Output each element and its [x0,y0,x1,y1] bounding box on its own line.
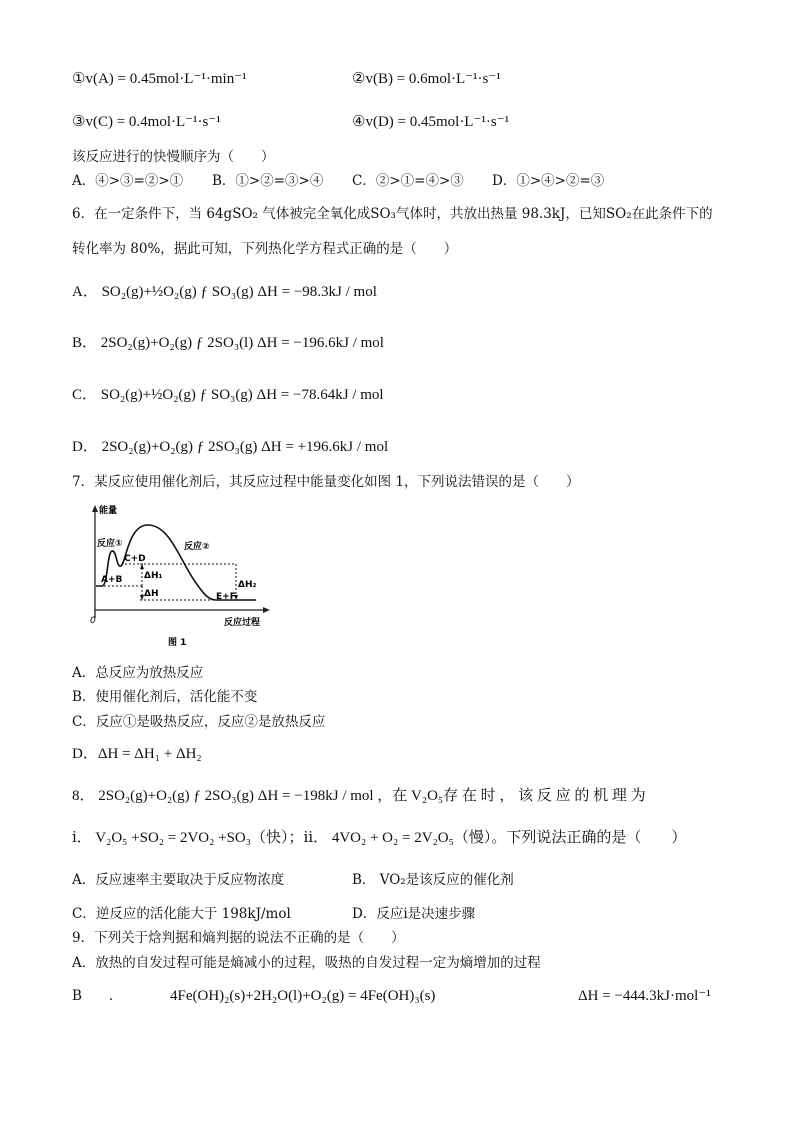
y-axis-label: 能量 [99,506,118,516]
q5-option-4: ④v(D) = 0.45mol·L⁻¹·s⁻¹ [352,114,510,130]
q9-option-a: A．放热的自发过程可能是熵减小的过程，吸热的自发过程一定为熵增加的过程 [72,955,541,971]
dh-label: ΔH [144,589,159,599]
q7-option-b: B．使用催化剂后，活化能不变 [72,689,258,705]
ef-label: E+F [216,592,236,602]
q6-option-b: B． 2SO₂(g)+O₂(g) ƒ 2SO₃(l) ΔH = −196.6kJ / mol [72,335,384,351]
q8-stem-line1: 8． 2SO₂(g)+O₂(g) ƒ 2SO₃(g) ΔH = −198kJ / mol ，在 V₂O₅存 在 时 ， 该 反 应 的 机 理 为 [72,788,646,804]
q6-stem-line2: 转化率为 80%，据此可知，下列热化学方程式正确的是（ ） [72,241,458,257]
q5-option-1: ①v(A) = 0.45mol·L⁻¹·min⁻¹ [72,71,247,87]
dh2-label: ΔH₂ [238,580,257,590]
q9-option-b-label: B ． [72,988,123,1004]
q5-stem: 该反应进行的快慢顺序为（ ） [72,149,275,165]
q8-option-d: D．反应ⅰ是决速步骤 [352,906,476,922]
q6-option-a: A． SO₂(g)+½O₂(g) ƒ SO₃(g) ΔH = −98.3kJ / mol [72,284,377,300]
ab-label: A+B [101,575,123,585]
q8-option-c: C．逆反应的活化能大于 198kJ/mol [72,906,291,922]
q7-option-c: C．反应①是吸热反应，反应②是放热反应 [72,714,326,730]
q5-option-3: ③v(C) = 0.4mol·L⁻¹·s⁻¹ [72,114,221,130]
q7-option-a: A．总反应为放热反应 [72,665,204,681]
dh1-label: ΔH₁ [144,571,163,581]
q8-option-b: B． VO₂是该反应的催化剂 [352,872,514,888]
figure-caption: 图 1 [168,638,187,648]
origin-label: 0 [90,616,96,626]
dh1-arrow-head [140,564,144,569]
x-axis-arrow [263,607,270,613]
energy-profile-figure [88,503,278,651]
reaction2-label: 反应② [184,542,210,552]
q6-option-d: D． 2SO₂(g)+O₂(g) ƒ 2SO₃(g) ΔH = +196.6kJ / mol [72,439,389,455]
q5-answer-d: D．①>④>②=③ [492,173,605,189]
q8-stem-line2: ⅰ． V₂O₅ +SO₂ = 2VO₂ +SO₃（快）；ⅱ． 4VO₂ + O₂ = 2V₂O₅（慢）。下列说法正确的是（ ） [72,830,687,846]
q9-stem: 9．下列关于焓判据和熵判据的说法不正确的是（ ） [72,930,405,946]
q5-answer-c: C．②>①=④>③ [352,173,464,189]
reaction1-label: 反应① [97,539,123,549]
y-axis-arrow [92,505,98,512]
q9-option-b-equation: 4Fe(OH)₂(s)+2H₂O(l)+O₂(g) = 4Fe(OH)₃(s) [170,988,436,1004]
q5-option-2: ②v(B) = 0.6mol·L⁻¹·s⁻¹ [352,71,501,87]
q7-option-d: D．ΔH = ΔH₁ + ΔH₂ [72,746,202,762]
energy-curve [96,525,256,600]
cd-label: C+D [124,554,146,564]
q7-stem: 7．某反应使用催化剂后，其反应过程中能量变化如图 1，下列说法错误的是（ ） [72,474,580,490]
q5-answer-a: A．④>③=②>① [72,173,184,189]
q5-answer-b: B．①>②=③>④ [212,173,324,189]
x-axis-label: 反应过程 [224,618,261,628]
q6-option-c: C． SO₂(g)+½O₂(g) ƒ SO₃(g) ΔH = −78.64kJ / mol [72,387,384,403]
q8-option-a: A．反应速率主要取决于反应物浓度 [72,872,285,888]
q6-stem-line1: 6．在一定条件下，当 64gSO₂ 气体被完全氧化成SO₃气体时，共放出热量 98.3kJ，已知SO₂在此条件下的 [72,206,713,222]
q9-option-b-enthalpy: ΔH = −444.3kJ·mol⁻¹ [578,988,711,1004]
